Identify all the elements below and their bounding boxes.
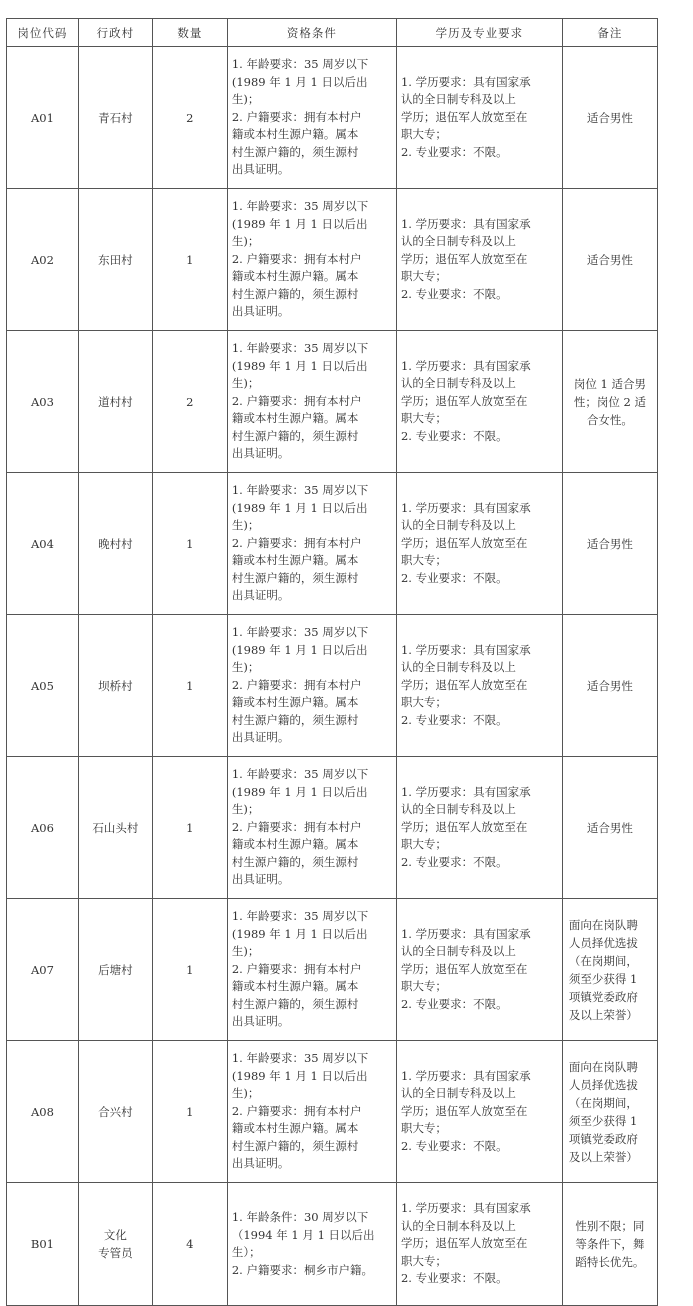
education-line: 职大专； (400, 553, 447, 568)
education-line: 学历；退伍军人放宽至在 (400, 1236, 528, 1251)
qualification-line: (1989 年 1 月 1 日以后出 (231, 784, 368, 799)
education-line: 1. 学历要求：具有国家承 (400, 1201, 531, 1216)
cell-note (562, 473, 657, 615)
cell-education (396, 1183, 562, 1306)
education-line: 1. 学历要求：具有国家承 (400, 926, 531, 941)
table-row (7, 473, 658, 615)
cell-note (562, 757, 657, 899)
qualification-line: 村生源户籍的，须生源村 (231, 286, 359, 301)
village-line: 青石村 (98, 110, 133, 125)
education-line: 认的全日制专科及以上 (400, 802, 516, 817)
qualification-line: 籍或本村生源户籍。属本 (231, 411, 359, 426)
cell-qualification (227, 47, 396, 189)
qualification-line: 籍或本村生源户籍。属本 (231, 269, 359, 284)
note-line: 及以上荣誉） (568, 1149, 638, 1164)
cell-village (78, 47, 152, 189)
qualification-line: 生)； (231, 1086, 260, 1101)
qualification-line: 村生源户籍的，须生源村 (231, 144, 359, 159)
education-line: 2. 专业要求：不限。 (400, 854, 508, 869)
qualification-line: (1989 年 1 月 1 日以后出 (231, 216, 368, 231)
qualification-line: 出具证明。 (231, 1156, 290, 1171)
table-row (7, 899, 658, 1041)
cell-education (396, 615, 562, 757)
village-line: 专管员 (98, 1246, 133, 1260)
qualification-line: 1. 年龄条件：30 周岁以下 (231, 1210, 369, 1224)
qualification-line: 2. 户籍要求：拥有本村户 (231, 393, 362, 408)
education-line: 职大专； (400, 1253, 447, 1268)
education-line: 认的全日制专科及以上 (400, 234, 516, 249)
cell-qualification (227, 189, 396, 331)
qualification-line: 生）； (231, 1245, 261, 1259)
education-line: 职大专； (400, 269, 447, 284)
cell-education (396, 899, 562, 1041)
education-line: 职大专； (400, 1121, 447, 1136)
qualification-line: (1989 年 1 月 1 日以后出 (231, 500, 368, 515)
cell-education (396, 757, 562, 899)
qualification-line: 出具证明。 (231, 304, 290, 319)
table-row (7, 47, 658, 189)
cell-note (562, 47, 657, 189)
table-row (7, 331, 658, 473)
village-line: 合兴村 (98, 1104, 133, 1119)
cell-qualification (227, 473, 396, 615)
education-line: 学历；退伍军人放宽至在 (400, 819, 528, 834)
qualification-line: 2. 户籍要求：拥有本村户 (231, 1103, 362, 1118)
village-line: 道村村 (98, 394, 133, 409)
qualification-line: 2. 户籍要求：拥有本村户 (231, 819, 362, 834)
cell-education (396, 331, 562, 473)
table-header-row (7, 19, 658, 47)
cell-education (396, 189, 562, 331)
education-line: 职大专； (400, 127, 447, 142)
qualification-line: 生)； (231, 660, 260, 675)
cell-note (562, 1183, 657, 1306)
education-line: 1. 学历要求：具有国家承 (400, 784, 531, 799)
qualification-line: 2. 户籍要求：拥有本村户 (231, 251, 362, 266)
note-line: 适合男性 (586, 678, 633, 693)
education-line: 1. 学历要求：具有国家承 (400, 1068, 531, 1083)
cell-village (78, 615, 152, 757)
education-line: 学历；退伍军人放宽至在 (400, 109, 528, 124)
qualification-line: 出具证明。 (231, 446, 290, 461)
note-line: 蹈特长优先。 (575, 1255, 645, 1269)
education-line: 学历；退伍军人放宽至在 (400, 251, 528, 266)
qualification-line: 村生源户籍的，须生源村 (231, 854, 359, 869)
village-line: 晚村村 (98, 536, 133, 551)
qualification-line: (1989 年 1 月 1 日以后出 (231, 1068, 368, 1083)
education-line: 2. 专业要求：不限。 (400, 996, 508, 1011)
cell-qualification (227, 757, 396, 899)
cell-code: A04 (7, 473, 79, 615)
qualification-line: 1. 年龄要求：35 周岁以下 (231, 767, 369, 782)
positions-table (6, 18, 658, 1306)
village-line: 石山头村 (92, 820, 139, 835)
qualification-line: 2. 户籍要求：拥有本村户 (231, 535, 362, 550)
qualification-line: 生)； (231, 92, 260, 107)
education-line: 认的全日制专科及以上 (400, 1086, 516, 1101)
education-line: 认的全日制专科及以上 (400, 92, 516, 107)
qualification-line: 村生源户籍的，须生源村 (231, 712, 359, 727)
qualification-line: 村生源户籍的，须生源村 (231, 570, 359, 585)
cell-code: A07 (7, 899, 79, 1041)
qualification-line: 出具证明。 (231, 730, 290, 745)
note-line: （在岗期间， (568, 953, 638, 968)
table-row (7, 189, 658, 331)
note-line: 人员择优选拔 (568, 935, 638, 950)
qualification-line: 生)； (231, 944, 260, 959)
cell-count: 1 (152, 189, 227, 331)
qualification-line: 籍或本村生源户籍。属本 (231, 1121, 359, 1136)
education-line: 学历；退伍军人放宽至在 (400, 961, 528, 976)
note-line: 项镇党委政府 (568, 1131, 638, 1146)
cell-count: 1 (152, 1041, 227, 1183)
qualification-line: 村生源户籍的，须生源村 (231, 1138, 359, 1153)
village-line: 坝桥村 (98, 678, 133, 693)
qualification-line: 生)； (231, 234, 260, 249)
note-line: 合女性。 (586, 412, 633, 427)
note-line: 适合男性 (586, 820, 633, 835)
qualification-line: 2. 户籍要求：拥有本村户 (231, 677, 362, 692)
qualification-line: (1989 年 1 月 1 日以后出 (231, 642, 368, 657)
education-line: 2. 专业要求：不限。 (400, 144, 508, 159)
cell-count: 2 (152, 331, 227, 473)
cell-village (78, 189, 152, 331)
education-line: 学历；退伍军人放宽至在 (400, 535, 528, 550)
village-line: 东田村 (98, 252, 133, 267)
qualification-line: 村生源户籍的，须生源村 (231, 428, 359, 443)
cell-education (396, 473, 562, 615)
education-line: 认的全日制专科及以上 (400, 518, 516, 533)
education-line: 2. 专业要求：不限。 (400, 286, 508, 301)
cell-note (562, 615, 657, 757)
note-line: （在岗期间， (568, 1095, 638, 1110)
cell-code: A05 (7, 615, 79, 757)
cell-code: A03 (7, 331, 79, 473)
qualification-line: 籍或本村生源户籍。属本 (231, 695, 359, 710)
cell-qualification (227, 331, 396, 473)
cell-count: 1 (152, 615, 227, 757)
education-line: 学历；退伍军人放宽至在 (400, 393, 528, 408)
qualification-line: 1. 年龄要求：35 周岁以下 (231, 57, 369, 72)
header-education: 学历及专业要求 (396, 19, 562, 47)
education-line: 学历；退伍军人放宽至在 (400, 677, 528, 692)
education-line: 职大专； (400, 411, 447, 426)
cell-code: B01 (7, 1183, 79, 1306)
qualification-line: 生)； (231, 802, 260, 817)
cell-village (78, 1041, 152, 1183)
qualification-line: 1. 年龄要求：35 周岁以下 (231, 483, 369, 498)
cell-count: 4 (152, 1183, 227, 1306)
education-line: 2. 专业要求：不限。 (400, 428, 508, 443)
cell-qualification (227, 899, 396, 1041)
education-line: 2. 专业要求：不限。 (400, 570, 508, 585)
cell-code: A08 (7, 1041, 79, 1183)
cell-count: 2 (152, 47, 227, 189)
qualification-line: 2. 户籍要求：桐乡市户籍。 (231, 1262, 373, 1277)
note-line: 适合男性 (586, 252, 633, 267)
table-row (7, 1183, 658, 1306)
table-row (7, 615, 658, 757)
cell-village (78, 1183, 152, 1306)
education-line: 认的全日制专科及以上 (400, 944, 516, 959)
education-line: 2. 专业要求：不限。 (400, 1138, 508, 1153)
header-note: 备注 (562, 19, 657, 47)
cell-qualification (227, 615, 396, 757)
note-line: 适合男性 (586, 536, 633, 551)
village-line: 后塘村 (98, 962, 133, 977)
header-qualification: 资格条件 (227, 19, 396, 47)
qualification-line: 籍或本村生源户籍。属本 (231, 979, 359, 994)
qualification-line: 籍或本村生源户籍。属本 (231, 837, 359, 852)
education-line: 1. 学历要求：具有国家承 (400, 500, 531, 515)
note-line: 面向在岗队聘 (568, 1059, 638, 1074)
cell-note (562, 1041, 657, 1183)
cell-code: A06 (7, 757, 79, 899)
education-line: 职大专； (400, 695, 447, 710)
education-line: 认的全日制专科及以上 (400, 376, 516, 391)
note-line: 性；岗位 2 适 (573, 394, 646, 409)
cell-note (562, 189, 657, 331)
qualification-line: 出具证明。 (231, 588, 290, 603)
qualification-line: 生)； (231, 518, 260, 533)
cell-note (562, 899, 657, 1041)
qualification-line: 1. 年龄要求：35 周岁以下 (231, 625, 369, 640)
education-line: 学历；退伍军人放宽至在 (400, 1103, 528, 1118)
header-count: 数量 (152, 19, 227, 47)
qualification-line: 籍或本村生源户籍。属本 (231, 127, 359, 142)
education-line: 职大专； (400, 837, 447, 852)
cell-village (78, 757, 152, 899)
cell-village (78, 473, 152, 615)
note-line: 须至少获得 1 (568, 971, 638, 986)
cell-village (78, 899, 152, 1041)
education-line: 1. 学历要求：具有国家承 (400, 216, 531, 231)
qualification-line: 2. 户籍要求：拥有本村户 (231, 109, 362, 124)
education-line: 2. 专业要求：不限。 (400, 1271, 508, 1286)
cell-qualification (227, 1183, 396, 1306)
education-line: 1. 学历要求：具有国家承 (400, 642, 531, 657)
education-line: 认的全日制本科及以上 (400, 1218, 516, 1233)
note-line: 岗位 1 适合男 (573, 376, 646, 391)
note-line: 性别不限；同 (575, 1219, 645, 1233)
note-line: 及以上荣誉） (568, 1007, 638, 1022)
qualification-line: 出具证明。 (231, 1014, 290, 1029)
note-line: 项镇党委政府 (568, 989, 638, 1004)
cell-note (562, 331, 657, 473)
education-line: 1. 学历要求：具有国家承 (400, 74, 531, 89)
cell-village (78, 331, 152, 473)
cell-count: 1 (152, 473, 227, 615)
table-row (7, 757, 658, 899)
note-line: 人员择优选拔 (568, 1077, 638, 1092)
qualification-line: 出具证明。 (231, 872, 290, 887)
qualification-line: 1. 年龄要求：35 周岁以下 (231, 1051, 369, 1066)
cell-code: A02 (7, 189, 79, 331)
cell-education (396, 1041, 562, 1183)
qualification-line: 籍或本村生源户籍。属本 (231, 553, 359, 568)
qualification-line: 出具证明。 (231, 162, 290, 177)
qualification-line: 1. 年龄要求：35 周岁以下 (231, 341, 369, 356)
table-row (7, 1041, 658, 1183)
village-line: 文化 (103, 1228, 127, 1242)
note-line: 适合男性 (586, 110, 633, 125)
education-line: 1. 学历要求：具有国家承 (400, 358, 531, 373)
note-line: 须至少获得 1 (568, 1113, 638, 1128)
qualification-line: (1989 年 1 月 1 日以后出 (231, 74, 368, 89)
qualification-line: (1989 年 1 月 1 日以后出 (231, 358, 368, 373)
qualification-line: 2. 户籍要求：拥有本村户 (231, 961, 362, 976)
qualification-line: 村生源户籍的，须生源村 (231, 996, 359, 1011)
qualification-line: 1. 年龄要求：35 周岁以下 (231, 909, 369, 924)
cell-count: 1 (152, 757, 227, 899)
cell-qualification (227, 1041, 396, 1183)
qualification-line: 生)； (231, 376, 260, 391)
header-village: 行政村 (78, 19, 152, 47)
qualification-line: （1994 年 1 月 1 日以后出 (231, 1227, 375, 1242)
note-line: 等条件下，舞 (575, 1237, 645, 1251)
qualification-line: 1. 年龄要求：35 周岁以下 (231, 199, 369, 214)
cell-education (396, 47, 562, 189)
education-line: 认的全日制专科及以上 (400, 660, 516, 675)
header-code: 岗位代码 (7, 19, 79, 47)
cell-code: A01 (7, 47, 79, 189)
education-line: 2. 专业要求：不限。 (400, 712, 508, 727)
education-line: 职大专； (400, 979, 447, 994)
note-line: 面向在岗队聘 (568, 917, 638, 932)
cell-count: 1 (152, 899, 227, 1041)
qualification-line: (1989 年 1 月 1 日以后出 (231, 926, 368, 941)
